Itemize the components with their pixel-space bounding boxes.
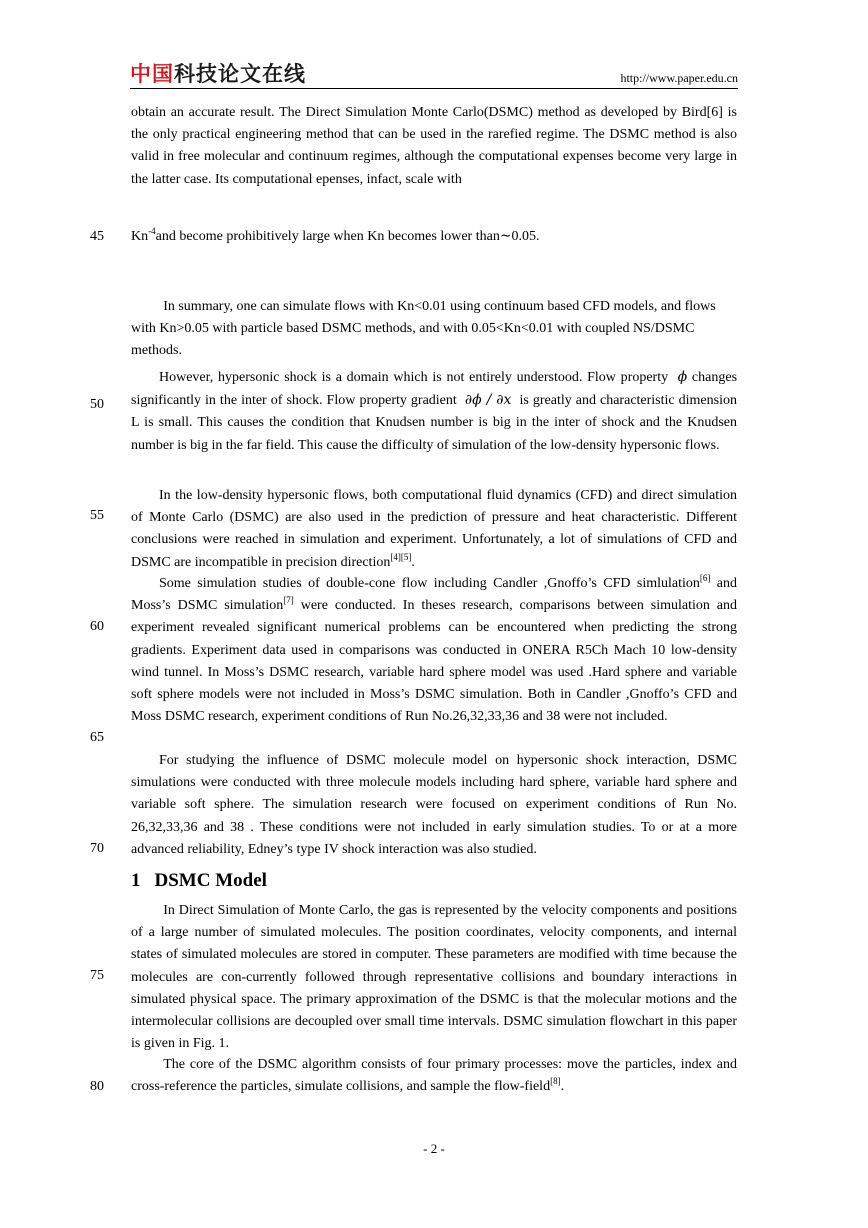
line-number: 55 bbox=[90, 508, 104, 523]
text-run: In the low-density hypersonic flows, both computational fluid dynamics (CFD) and direct simulation of Monte Carlo (DSMC) are also used in the prediction of pressure and heat characteristic. Different conclusions were reached in simulation and experiment. Unfortunately, a lot of simulations of CFD and DSMC are incompatible in precision direction bbox=[131, 488, 737, 570]
text-run: and Moss’s DSMC simulation bbox=[131, 576, 737, 614]
line-number: 80 bbox=[90, 1079, 104, 1094]
superscript: -4 bbox=[148, 226, 156, 236]
paragraph-influence bbox=[131, 750, 737, 861]
logo-part-red: 中国 bbox=[130, 62, 174, 86]
paragraph-kn bbox=[131, 226, 737, 248]
text-run: Kn bbox=[131, 229, 149, 244]
text-run: changes significantly in the inter of shock. Flow property gradient bbox=[131, 370, 738, 409]
paragraph-text bbox=[131, 573, 737, 728]
math-phi: ϕ bbox=[677, 369, 688, 385]
text-run: were conducted. In theses research, comparisons between simulation and experiment revealed significant numerical problems can be encountered when predicting the strong gradients. Experiment data used in comparisons was conducted in ONERA R5Ch Mach 10 low-density wind tunnel. In Moss’s DSMC research, variable hard sphere model was used .Hard sphere and variable soft sphere models were not included in Moss’s DSMC simulation. Both in Candler ,Gnoffo’s CFD and Moss DSMC research, experiment conditions of Run No.26,32,33,36 and 38 were not included. bbox=[131, 598, 737, 725]
paragraph-dsmc-model bbox=[131, 900, 737, 1055]
text-run: and become prohibitively large when Kn becomes lower than∼0.05. bbox=[155, 229, 540, 244]
paragraph-text: In Direct Simulation of Monte Carlo, the gas is represented by the velocity components and positions of a large number of simulated molecules. The position coordinates, velocity components, and internal states of simulated molecules are stored in computer. These parameters are modified with time because the molecules are con-currently followed through representative collisions and boundary interactions in simulated physical space. The primary approximation of the DSMC is that the molecular motions and the intermolecular collisions are decoupled over small time intervals. DSMC simulation flowchart in this paper is given in Fig. 1. bbox=[131, 903, 737, 1052]
section-number: 1 bbox=[131, 870, 141, 891]
paragraph-text bbox=[131, 1054, 737, 1098]
logo-part-dark: 科技论文在线 bbox=[174, 62, 306, 86]
text-run: Some simulation studies of double-cone flow including Candler ,Gnoffo’s CFD simlulation bbox=[159, 576, 700, 591]
text-run: . bbox=[560, 1079, 565, 1095]
page-header bbox=[130, 62, 738, 89]
text-run: . bbox=[411, 554, 415, 570]
section-title: DSMC Model bbox=[154, 870, 267, 891]
text-run: However, hypersonic shock is a domain which is not entirely understood. Flow property bbox=[159, 370, 669, 385]
paragraph-studies bbox=[131, 573, 737, 728]
math-gradient: ∂ϕ / ∂x bbox=[464, 392, 512, 409]
line-number: 50 bbox=[90, 397, 104, 412]
paragraph-core-algorithm bbox=[131, 1054, 737, 1098]
paragraph-cfd-dsmc bbox=[131, 485, 737, 574]
journal-logo bbox=[130, 62, 306, 86]
line-number: 75 bbox=[90, 968, 104, 983]
citation: [4][5] bbox=[390, 551, 412, 562]
text-run: is greatly and characteristic dimension L is small. This causes the condition that Knudsen number is big in the inter of shock and the Knudsen number is big in the far field. This cause the difficulty of simulation of the low-density hypersonic flows. bbox=[131, 393, 737, 453]
page-number: - 2 - bbox=[423, 1141, 445, 1156]
line-number: 60 bbox=[90, 619, 104, 634]
text-run: The core of the DSMC algorithm consists of four primary processes: move the particles, index and cross-reference the particles, simulate collisions, and sample the flow-field bbox=[131, 1057, 737, 1095]
paragraph-text: In summary, one can simulate flows with Kn<0.01 using continuum based CFD models, and flows with Kn>0.05 with particle based DSMC methods, and with 0.05<Kn<0.01 with coupled NS/DSMC methods. bbox=[131, 299, 716, 359]
paragraph-text bbox=[131, 485, 737, 574]
citation: [8] bbox=[550, 1076, 561, 1087]
paragraph-text bbox=[131, 366, 737, 457]
paragraph-hypersonic bbox=[131, 366, 737, 457]
header-url[interactable]: http://www.paper.edu.cn bbox=[620, 71, 738, 85]
paragraph-text bbox=[131, 226, 737, 248]
paragraph-intro bbox=[131, 102, 737, 191]
line-number: 70 bbox=[90, 841, 104, 856]
citation: [6] bbox=[699, 573, 711, 583]
citation: [7] bbox=[283, 595, 294, 606]
paragraph-text: obtain an accurate result. The Direct Simulation Monte Carlo(DSMC) method as developed by Bird[6] is the only practical engineering method that can be used in the rarefied regime. The DSMC method is also valid in free molecular and continuum regimes, although the computational expenses become very large in the latter case. Its computational epenses, infact, scale with bbox=[131, 105, 737, 187]
paragraph-summary bbox=[131, 296, 731, 363]
paragraph-text: For studying the influence of DSMC molecule model on hypersonic shock interaction, DSMC simulations were conducted with three molecule models including hard sphere, variable hard sphere and variable soft sphere. The simulation research were focused on experiment conditions of Run No. 26,32,33,36 and 38 . These conditions were not included in early simulation studies. To or at a more advanced reliability, Edney’s type IV shock interaction was also studied. bbox=[131, 753, 737, 857]
line-number: 45 bbox=[90, 229, 104, 244]
line-number: 65 bbox=[90, 730, 104, 745]
section-heading bbox=[131, 868, 267, 894]
